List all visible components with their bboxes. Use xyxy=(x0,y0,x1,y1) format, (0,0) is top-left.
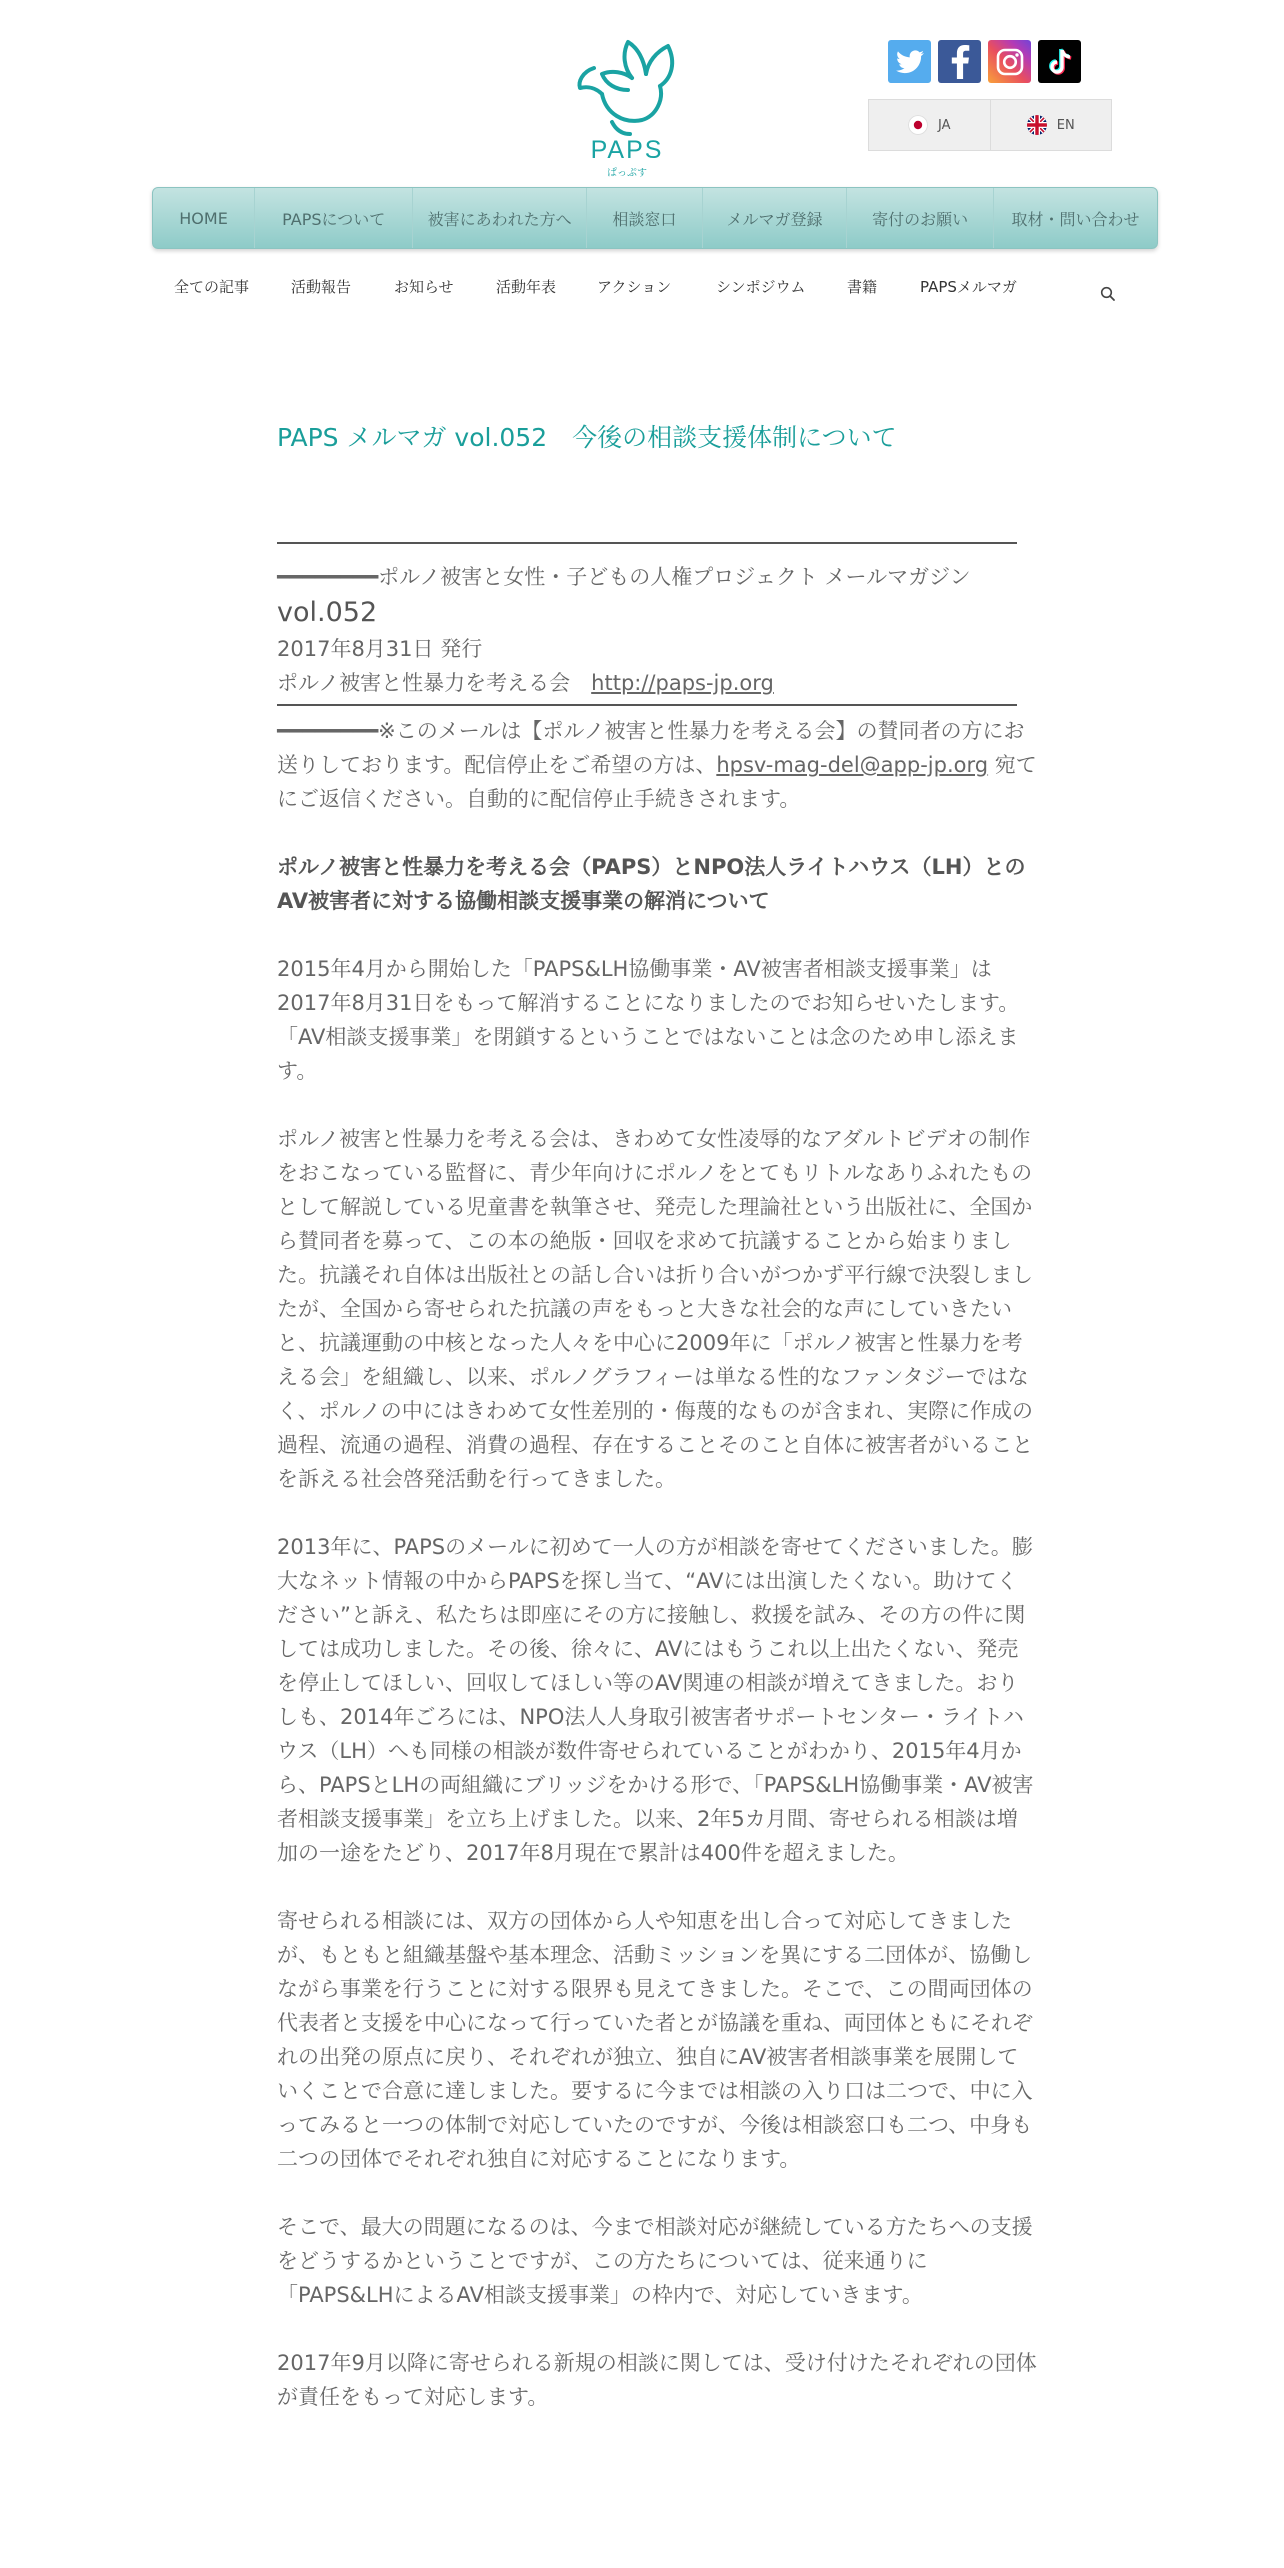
article-body xyxy=(277,520,1037,2414)
category-news[interactable]: お知らせ xyxy=(394,278,454,296)
unsubscribe-email-link[interactable]: hpsv-mag-del@app-jp.org xyxy=(716,753,989,777)
uk-flag-icon xyxy=(1027,115,1047,135)
category-nav xyxy=(0,276,1284,306)
unsubscribe-notice xyxy=(277,714,1037,816)
lang-ja[interactable] xyxy=(869,100,990,150)
twitter-icon[interactable] xyxy=(888,40,931,83)
lang-en[interactable] xyxy=(990,100,1112,150)
section-heading: ポルノ被害と性暴力を考える会（PAPS）とNPO法人ライトハウス（LH）とのAV被害者に対する協働相談支援事業の解消について xyxy=(277,855,1026,913)
paragraph: 2013年に、PAPSのメールに初めて一人の方が相談を寄せてくださいました。膨大なネット情報の中からPAPSを探し当て、“AVには出演したくない。助けてください”と訴え、私たちは即座にその方に接触し、救援を試み、その方の件に関しては成功しました。その後、徐々に、AVにはもうこれ以上出たくない、発売を停止してほしい、回収してほしい等のAV関連の相談が増えてきました。おりしも、2014年ごろには、NPO法人人身取引被害者サポートセンター・ライトハウス（LH）へも同様の相談が数件寄せられていることがわかり、2015年4月から、PAPSとLHの両組織にブリッジをかける形で、「PAPS&LH協働事業・AV被害者相談支援事業」を立ち上げました。以来、2年5カ月間、寄せられる相談は増加の一途をたどり、2017年8月現在で累計は400件を超えました。 xyxy=(277,1535,1034,1865)
logo-wordmark: PAPS xyxy=(590,136,664,164)
paragraph: 寄せられる相談には、双方の団体から人や知恵を出し合って対応してきましたが、もともと組織基盤や基本理念、活動ミッションを異にする二団体が、協働しながら事業を行うことに対する限界も見えてきました。そこで、この間両団体の代表者と支援を中心になって行っていた者とが協議を重ね、両団体ともにそれぞれの出発の原点に戻り、それぞれが独立、独自にAV被害者相談事業を展開していくことで合意に達しました。要するに今までは相談の入り口は二つで、中に入ってみると一つの体制で対応していたのですが、今後は相談窓口も二つ、中身も二つの団体でそれぞれ独自に対応することになります。 xyxy=(277,1909,1033,2171)
category-all[interactable]: 全ての記事 xyxy=(174,278,250,296)
category-symposium[interactable]: シンポジウム xyxy=(716,278,806,296)
paragraph: 2015年4月から開始した「PAPS&LH協働事業・AV被害者相談支援事業」は2017年8月31日をもって解消することになりましたのでお知らせいたします。「AV相談支援事業」を閉鎖するということではないことは念のため申し添えます。 xyxy=(277,957,1020,1083)
lang-ja-label: JA xyxy=(938,117,951,133)
nav-victims[interactable]: 被害にあわれた方へ xyxy=(412,188,586,248)
notice-text: ━━━━━━━━※このメールは【ポルノ被害と性暴力を考える会】の賛同者の方にお送りしております。配信停止をご希望の方は、 xyxy=(277,719,1025,777)
volume-number: vol.052 xyxy=(277,597,378,628)
category-reports[interactable]: 活動報告 xyxy=(291,278,352,296)
lang-en-label: EN xyxy=(1056,117,1075,133)
social-bar xyxy=(888,40,1081,83)
logo-subtext: ぱっぷす xyxy=(607,168,647,179)
paragraph: ポルノ被害と性暴力を考える会は、きわめて女性凌辱的なアダルトビデオの制作をおこなっている監督に、青少年向けにポルノをとてもリトルなありふれたものとして解説している児童書を執筆させ、発売した理論社という出版社に、全国から賛同者を募って、この本の絶版・回収を求めて抗議することから始まりました。抗議それ自体は出版社との話し合いは折り合いがつかず平行線で決裂しましたが、全国から寄せられた抗議の声をもっと大きな社会的な声にしていきたいと、抗議運動の中核となった人々を中心に2009年に「ポルノ被害と性暴力を考える会」を組織し、以来、ポルノグラフィーは単なる性的なファンタジーではなく、ポルノの中にはきわめて女性差別的・侮蔑的なものが含まれ、実際に作成の過程、流通の過程、消費の過程、存在することそのこと自体に被害者がいることを訴える社会啓発活動を行ってきました。 xyxy=(277,1127,1033,1491)
nav-consultation[interactable]: 相談窓口 xyxy=(586,188,702,248)
organization-name: ポルノ被害と性暴力を考える会 xyxy=(277,671,592,695)
nav-donation[interactable]: 寄付のお願い xyxy=(846,188,993,248)
main-nav xyxy=(152,187,1158,249)
newsletter-intro: ━━━━━━━━ポルノ被害と女性・子どもの人権プロジェクト メールマガジン xyxy=(277,565,971,589)
category-timeline[interactable]: 活動年表 xyxy=(496,278,557,296)
organization-line xyxy=(277,666,1037,700)
issue-date: 2017年8月31日 発行 xyxy=(277,637,483,661)
category-books[interactable]: 書籍 xyxy=(847,278,878,296)
instagram-icon[interactable] xyxy=(988,40,1031,83)
category-action[interactable]: アクション xyxy=(597,278,672,296)
nav-newsletter-signup[interactable]: メルマガ登録 xyxy=(702,188,847,248)
search-icon[interactable] xyxy=(1100,286,1116,302)
facebook-icon[interactable] xyxy=(938,40,981,83)
notice-text-end: 宛てにご返信ください。自動的に配信停止手続きされます。 xyxy=(277,753,1037,811)
category-paps-newsletter[interactable]: PAPSメルマガ xyxy=(920,278,1017,296)
tiktok-icon[interactable] xyxy=(1038,40,1081,83)
paragraph: そこで、最大の問題になるのは、今まで相談対応が継続している方たちへの支援をどうするかということですが、この方たちについては、従来通りに「PAPS&LHによるAV相談支援事業」の枠内で、対応していきます。 xyxy=(277,2215,1033,2307)
nav-home[interactable]: HOME xyxy=(179,208,228,228)
japan-flag-icon xyxy=(908,115,928,135)
org-website-link[interactable]: http://paps-jp.org xyxy=(591,671,774,695)
nav-contact[interactable]: 取材・問い合わせ xyxy=(993,188,1157,248)
dove-logo-icon xyxy=(572,38,682,138)
article-title: PAPS メルマガ vol.052 今後の相談支援体制について xyxy=(277,423,897,452)
language-switcher xyxy=(868,99,1112,151)
paragraph: 2017年9月以降に寄せられる新規の相談に関しては、受け付けたそれぞれの団体が責任をもって対応します。 xyxy=(277,2351,1037,2409)
paps-logo[interactable] xyxy=(572,38,682,178)
nav-about[interactable]: PAPSについて xyxy=(254,188,412,248)
